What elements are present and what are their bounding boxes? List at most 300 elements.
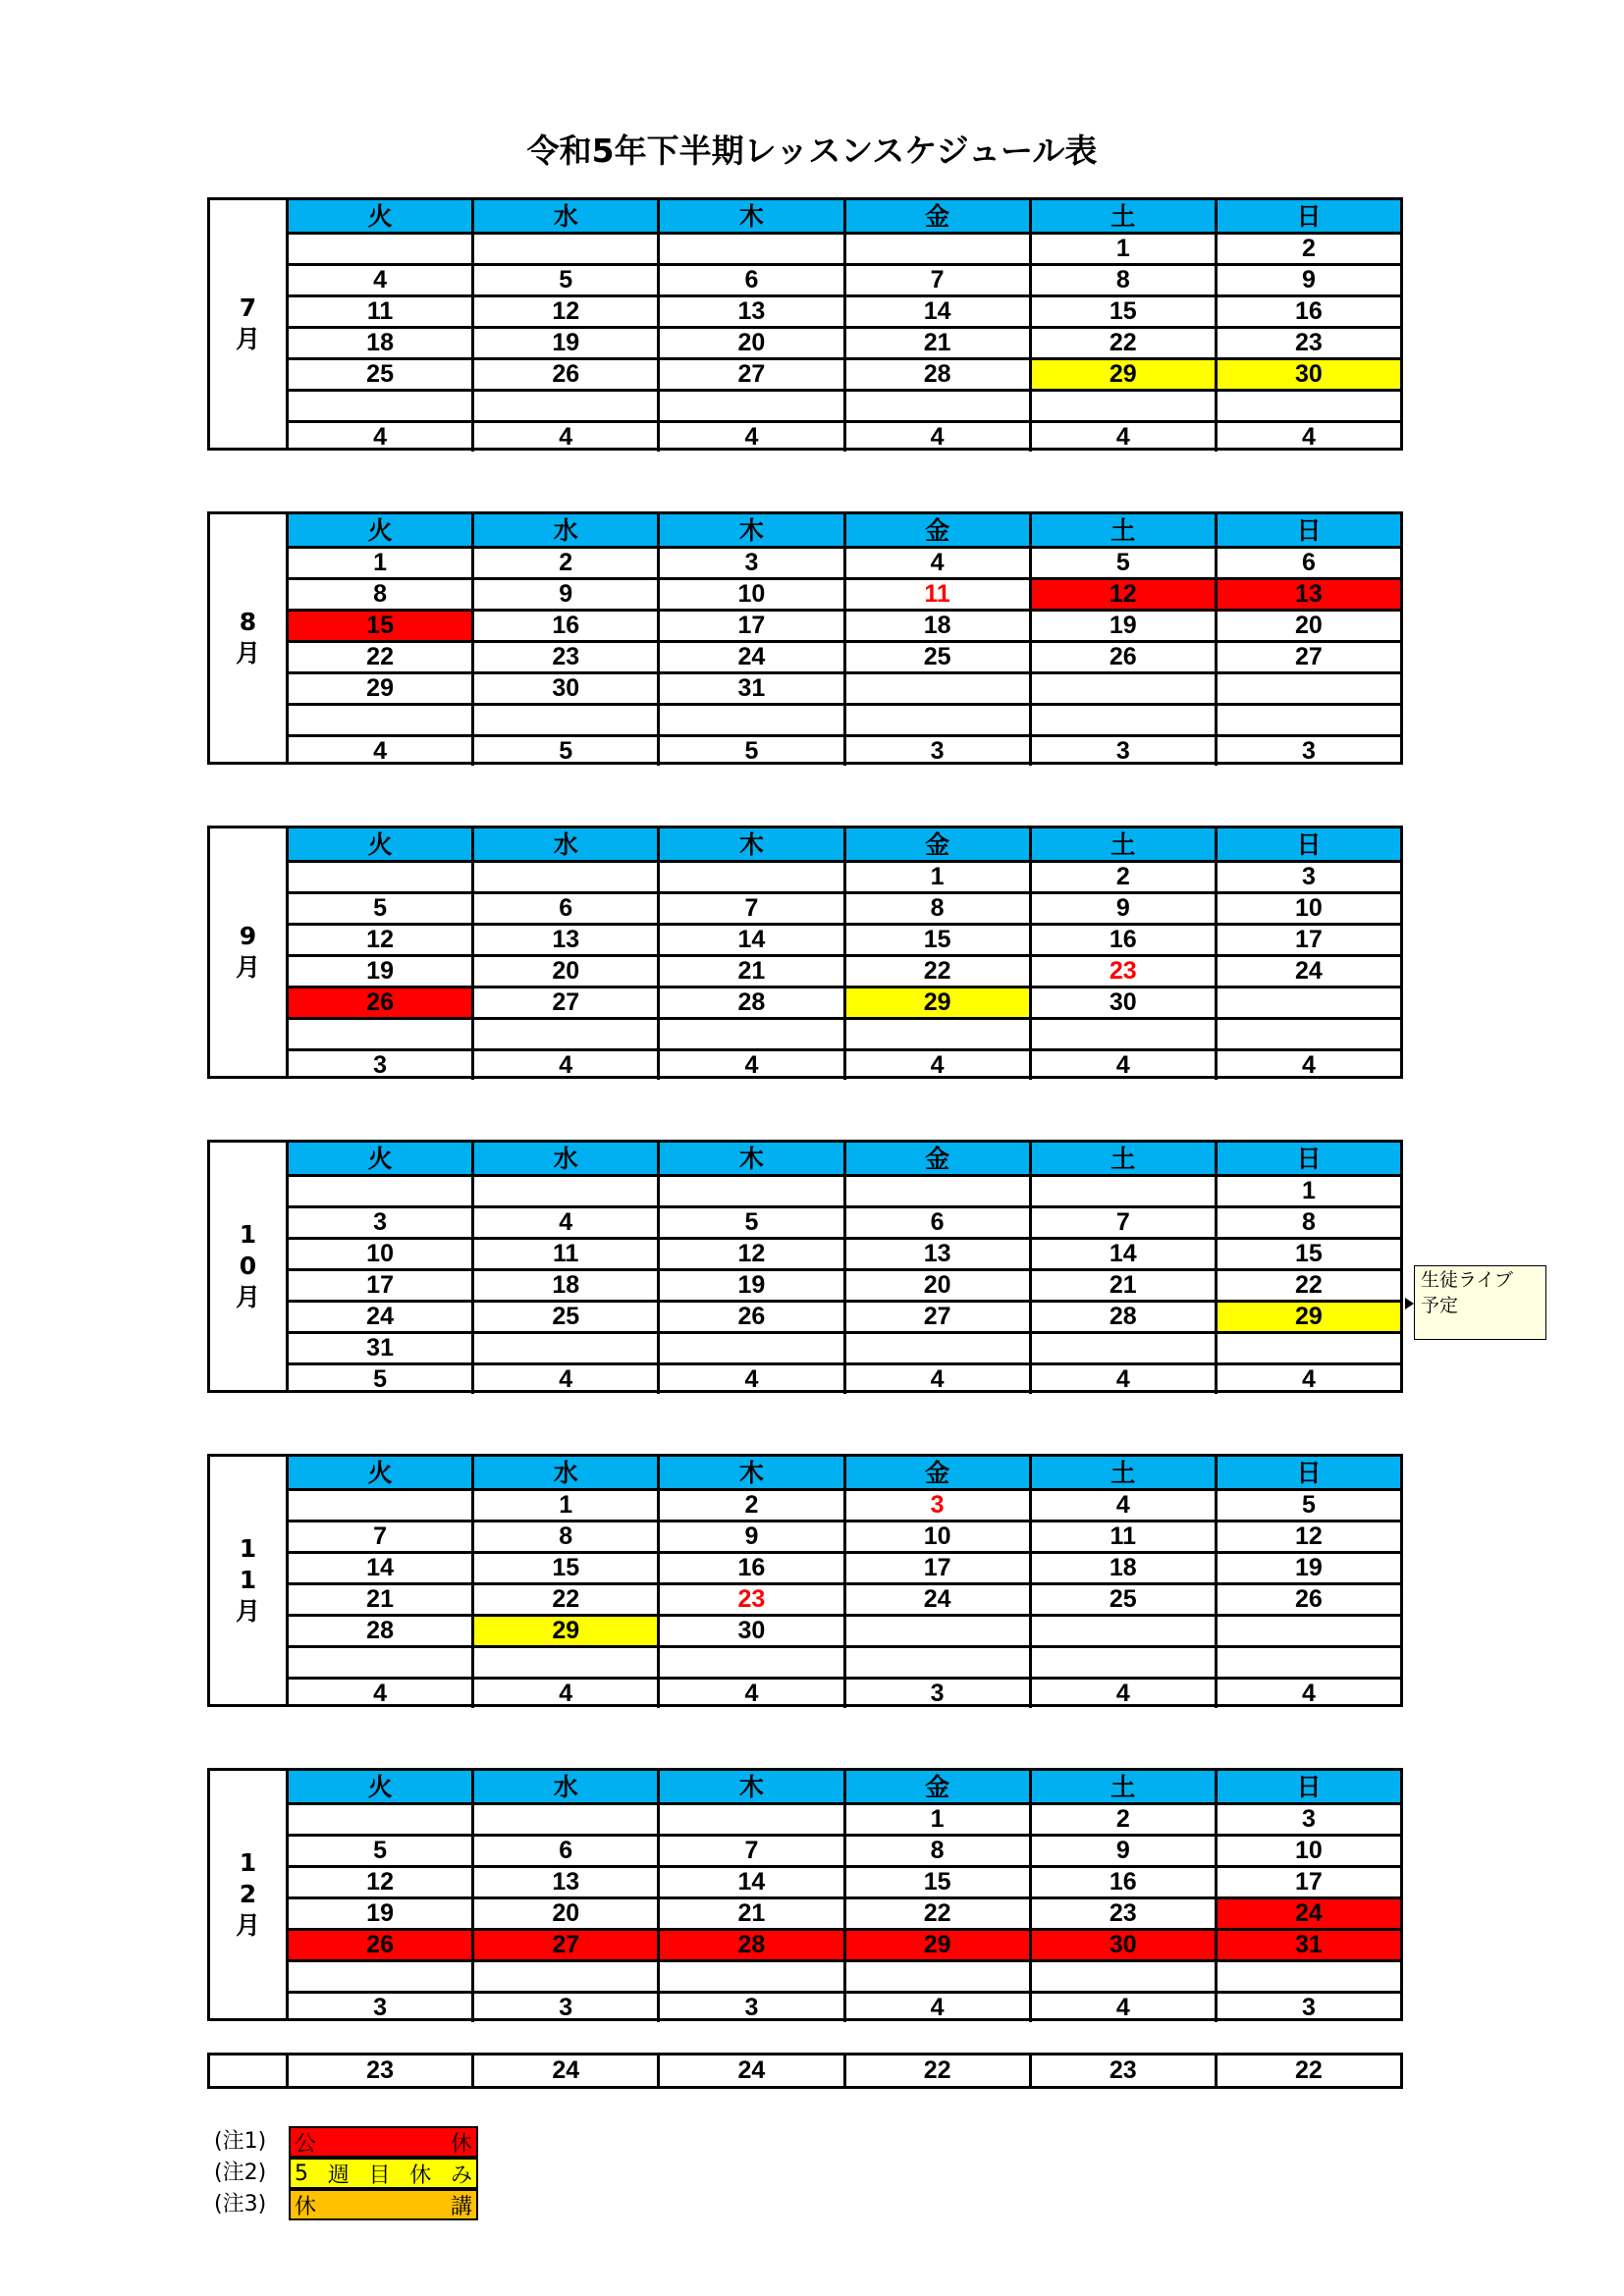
weekday-header-thu: 木 [657,1771,842,1802]
month-label-char: 1 [239,1848,257,1877]
date-cell: 13 [471,1868,657,1896]
month-label-char: 月 [235,1597,260,1626]
week-row [289,577,1400,609]
weekday-header-sun: 日 [1215,1457,1400,1488]
legend-label: (注1) [214,2129,267,2154]
date-cell [657,706,842,734]
month-label [210,828,289,1076]
date-cell [1215,674,1400,703]
date-cell: 15 [1029,297,1215,326]
month-label-char: 1 [239,1220,257,1249]
weekday-header-fri: 金 [843,828,1029,860]
date-cell: 29 [471,1617,657,1645]
lesson-count-cell: 4 [471,1365,657,1394]
date-cell: 19 [657,1271,842,1300]
date-cell [471,1962,657,1991]
month-grid [289,828,1400,1079]
date-cell: 28 [657,1931,842,1959]
weekday-header-row [289,1143,1400,1174]
week-row [289,1614,1400,1645]
weekday-header-sat: 土 [1029,828,1215,860]
date-cell [1029,1177,1215,1205]
date-cell: 9 [1029,894,1215,923]
weekday-header-sun: 日 [1215,200,1400,232]
week-row [289,923,1400,954]
lesson-count-cell: 4 [843,1994,1029,2022]
legend-text: 目 [368,2163,391,2188]
lesson-count-row [289,1677,1400,1708]
date-cell: 3 [1215,863,1400,891]
date-cell: 25 [1029,1585,1215,1614]
date-cell: 23 [1029,957,1215,986]
date-cell: 16 [471,612,657,640]
month-label-char: 月 [235,1911,260,1940]
weekday-header-sun: 日 [1215,514,1400,546]
date-cell: 17 [657,612,842,640]
lesson-count-cell: 4 [1029,1051,1215,1080]
month-label-char: 7 [239,294,257,322]
month-label [210,1143,289,1390]
date-cell: 27 [471,988,657,1017]
weekday-header-tue: 火 [289,1143,471,1174]
month-grid [289,1457,1400,1707]
date-cell: 18 [1029,1554,1215,1582]
month-table [207,1768,1403,2021]
lesson-count-cell: 3 [1215,737,1400,766]
date-cell [657,1962,842,1991]
week-row [289,609,1400,640]
date-cell: 7 [373,1522,388,1550]
lesson-count-row [289,1362,1400,1394]
weekday-header-sat: 土 [1029,1457,1215,1488]
date-cell: 3 [843,1491,1029,1520]
month-label [210,1457,289,1704]
weekday-header-wed: 水 [471,1457,657,1488]
date-cell: 2 [1029,863,1215,891]
date-cell [471,1334,657,1362]
date-cell: 11 [366,297,394,325]
date-cell: 23 [1215,329,1400,357]
date-cell: 18 [843,612,1029,640]
comment-pointer [1405,1298,1414,1309]
date-cell: 12 [471,297,657,326]
date-cell [1215,1617,1400,1645]
date-cell: 8 [843,1837,1029,1865]
date-cell: 22 [471,1585,657,1614]
month-label-char: 2 [239,1880,257,1908]
date-cell [471,1177,657,1205]
date-cell: 13 [1215,580,1400,609]
date-cell: 24 [1215,957,1400,986]
month-table [207,197,1403,451]
date-cell [1029,1962,1215,1991]
date-cell: 3 [657,549,842,577]
date-cell: 4 [1029,1491,1215,1520]
date-cell: 15 [471,1554,657,1582]
date-cell: 27 [843,1303,1029,1331]
date-cell: 14 [366,1554,394,1581]
month-table [207,511,1403,765]
date-cell: 28 [843,360,1029,389]
date-cell: 26 [471,360,657,389]
date-cell: 7 [657,1837,842,1865]
legend-swatch [289,2158,478,2189]
date-cell: 31 [366,1334,394,1362]
lesson-count-row [289,734,1400,766]
date-cell: 13 [471,926,657,954]
date-cell: 11 [471,1240,657,1268]
date-cell: 25 [843,643,1029,671]
date-cell: 17 [366,1271,394,1299]
weekday-header-thu: 木 [657,200,842,232]
date-cell: 8 [373,580,388,608]
date-cell: 10 [657,580,842,609]
date-cell: 1 [843,863,1029,891]
month-label [210,514,289,762]
date-cell: 2 [471,549,657,577]
weekday-header-sat: 土 [1029,1771,1215,1802]
date-cell: 1 [843,1805,1029,1834]
date-cell: 31 [657,674,842,703]
date-cell: 5 [1029,549,1215,577]
weekday-header-sun: 日 [1215,1771,1400,1802]
lesson-count-cell: 5 [657,737,842,766]
date-cell [289,1962,471,1991]
date-cell: 17 [1215,926,1400,954]
date-cell: 14 [1029,1240,1215,1268]
lesson-count-cell: 3 [843,737,1029,766]
legend-text: 週 [327,2163,350,2188]
date-cell: 15 [843,1868,1029,1896]
week-row [289,1928,1400,1959]
comment-line: 生徒ライブ [1421,1269,1513,1291]
date-cell: 5 [373,894,388,922]
lesson-count-cell: 4 [373,423,388,451]
date-cell: 20 [843,1271,1029,1300]
date-cell: 19 [366,1899,394,1927]
date-cell: 22 [843,957,1029,986]
date-cell: 31 [1215,1931,1400,1959]
date-cell: 10 [1215,894,1400,923]
date-cell [1029,392,1215,420]
date-cell: 29 [843,1931,1029,1959]
week-row [289,1205,1400,1237]
legend-text: 休 [409,2163,432,2188]
lesson-count-cell: 4 [1215,423,1400,452]
lesson-count-cell: 4 [1029,1994,1215,2022]
total-cell-sun: 22 [1215,2056,1400,2086]
date-cell: 8 [843,894,1029,923]
date-cell: 24 [657,643,842,671]
legend-label: (注3) [214,2192,267,2216]
lesson-count-cell: 3 [657,1994,842,2022]
date-cell: 7 [843,266,1029,294]
week-row [289,1300,1400,1331]
weekday-header-tue: 火 [289,514,471,546]
date-cell: 6 [471,894,657,923]
date-cell: 7 [1029,1208,1215,1237]
week-row [289,1834,1400,1865]
weekday-header-thu: 木 [657,1143,842,1174]
week-row [289,1488,1400,1520]
comment-note[interactable] [1414,1265,1546,1340]
week-row [289,1520,1400,1551]
date-cell: 21 [843,329,1029,357]
lesson-count-cell: 4 [373,1680,388,1707]
date-cell: 20 [471,957,657,986]
date-cell: 29 [1215,1303,1400,1331]
date-cell [1029,1617,1215,1645]
weekday-header-tue: 火 [289,1771,471,1802]
lesson-count-cell: 4 [1215,1365,1400,1394]
lesson-count-cell: 4 [1029,1365,1215,1394]
date-cell: 10 [843,1522,1029,1551]
date-cell: 12 [366,1868,394,1896]
date-cell: 12 [1215,1522,1400,1551]
week-row [289,1865,1400,1896]
date-cell [1215,1334,1400,1362]
date-cell: 26 [1029,643,1215,671]
date-cell [843,1648,1029,1677]
weekday-header-row [289,514,1400,546]
week-row [289,294,1400,326]
date-cell: 4 [843,549,1029,577]
week-row [289,986,1400,1017]
date-cell: 25 [366,360,394,388]
month-table [207,1140,1403,1393]
total-cell-wed: 24 [471,2056,657,2086]
date-cell [1215,1020,1400,1048]
date-cell: 15 [843,926,1029,954]
lesson-count-cell: 3 [471,1994,657,2022]
date-cell: 14 [657,926,842,954]
lesson-count-cell: 5 [373,1365,388,1393]
date-cell [471,1020,657,1048]
date-cell: 30 [657,1617,842,1645]
date-cell [289,1491,471,1520]
date-cell [1029,706,1215,734]
date-cell: 4 [373,266,388,294]
week-row [289,1551,1400,1582]
date-cell: 18 [366,329,394,356]
total-cell-thu: 24 [657,2056,842,2086]
date-cell: 15 [1215,1240,1400,1268]
week-row [289,640,1400,671]
lesson-count-cell: 4 [1029,423,1215,452]
date-cell: 5 [1215,1491,1400,1520]
week-row [289,860,1400,891]
week-row [289,1802,1400,1834]
date-cell: 18 [471,1271,657,1300]
date-cell: 24 [366,1303,394,1330]
lesson-count-row [289,1048,1400,1080]
week-row [289,954,1400,986]
date-cell: 13 [657,297,842,326]
lesson-count-cell: 3 [1215,1994,1400,2022]
weekday-header-wed: 水 [471,200,657,232]
weekday-header-sun: 日 [1215,828,1400,860]
month-table [207,1454,1403,1707]
weekday-header-row [289,1457,1400,1488]
date-cell: 29 [843,988,1029,1017]
weekday-header-fri: 金 [843,1143,1029,1174]
date-cell: 30 [1215,360,1400,389]
week-row [289,1645,1400,1677]
month-label-char: 9 [239,922,257,950]
date-cell: 2 [1029,1805,1215,1834]
date-cell [289,863,471,891]
lesson-count-cell: 4 [471,1051,657,1080]
date-cell: 6 [471,1837,657,1865]
date-cell [657,1177,842,1205]
date-cell: 1 [1215,1177,1400,1205]
date-cell: 6 [657,266,842,294]
date-cell [1215,706,1400,734]
date-cell: 2 [657,1491,842,1520]
date-cell: 9 [1215,266,1400,294]
date-cell: 24 [1215,1899,1400,1928]
date-cell: 8 [1215,1208,1400,1237]
total-cell-fri: 22 [843,2056,1029,2086]
date-cell [657,1020,842,1048]
weekday-header-row [289,200,1400,232]
legend-text: み [450,2163,472,2188]
lesson-count-cell: 4 [1029,1680,1215,1708]
weekday-header-fri: 金 [843,200,1029,232]
date-cell [657,235,842,263]
date-cell: 7 [657,894,842,923]
date-cell [1029,1648,1215,1677]
week-row [289,232,1400,263]
date-cell: 12 [657,1240,842,1268]
date-cell: 1 [373,549,388,576]
date-cell: 9 [657,1522,842,1551]
date-cell: 20 [1215,612,1400,640]
date-cell [289,1177,471,1205]
date-cell: 4 [471,1208,657,1237]
lesson-count-cell: 4 [471,423,657,452]
date-cell: 10 [1215,1837,1400,1865]
date-cell [471,235,657,263]
lesson-count-row [289,1991,1400,2022]
date-cell: 26 [289,1931,471,1959]
date-cell: 22 [366,643,394,670]
date-cell [289,235,471,263]
month-label-char: 月 [235,325,260,353]
month-label-char: 月 [235,639,260,667]
month-label [210,1771,289,2018]
lesson-count-cell: 3 [373,1994,388,2021]
date-cell: 30 [1029,1931,1215,1959]
date-cell: 5 [657,1208,842,1237]
date-cell: 26 [289,988,471,1017]
weekday-header-sat: 土 [1029,200,1215,232]
date-cell: 12 [1029,580,1215,609]
legend-swatch [289,2126,478,2158]
date-cell: 21 [657,1899,842,1928]
date-cell: 1 [471,1491,657,1520]
month-grid [289,1143,1400,1393]
lesson-count-cell: 4 [843,1051,1029,1080]
weekday-header-wed: 水 [471,1771,657,1802]
month-label-char: 8 [239,608,257,636]
month-table [207,826,1403,1079]
legend-text: 5 [295,2161,308,2186]
date-cell: 8 [471,1522,657,1551]
date-cell: 5 [373,1837,388,1864]
date-cell: 15 [289,612,471,640]
week-row [289,1237,1400,1268]
date-cell [1215,988,1400,1017]
date-cell [843,1020,1029,1048]
date-cell: 22 [1215,1271,1400,1300]
week-row [289,703,1400,734]
date-cell: 23 [657,1585,842,1614]
date-cell [1215,1962,1400,1991]
date-cell: 21 [1029,1271,1215,1300]
date-cell: 20 [657,329,842,357]
date-cell: 3 [1215,1805,1400,1834]
date-cell: 23 [1029,1899,1215,1928]
date-cell: 8 [1029,266,1215,294]
date-cell [843,1334,1029,1362]
week-row [289,389,1400,420]
weekday-header-thu: 木 [657,1457,842,1488]
date-cell: 9 [471,580,657,609]
month-label-char: 1 [239,1566,257,1594]
weekday-header-wed: 水 [471,828,657,860]
legend-text: 休 [295,2194,317,2219]
week-row [289,1331,1400,1362]
date-cell: 3 [373,1208,388,1236]
legend-label: (注2) [214,2161,267,2185]
month-label [210,200,289,448]
date-cell: 21 [366,1585,394,1613]
week-row [289,263,1400,294]
weekday-header-row [289,1771,1400,1802]
date-cell: 2 [1215,235,1400,263]
month-grid [289,1771,1400,2021]
lesson-count-cell: 4 [657,1680,842,1708]
month-label-char: 月 [235,953,260,982]
weekday-header-thu: 木 [657,514,842,546]
month-grid [289,514,1400,765]
lesson-count-cell: 4 [657,1365,842,1394]
date-cell: 11 [843,580,1029,609]
month-label-char: 1 [239,1534,257,1563]
weekday-header-wed: 水 [471,1143,657,1174]
lesson-count-cell: 4 [1215,1680,1400,1708]
date-cell: 16 [1215,297,1400,326]
weekday-header-wed: 水 [471,514,657,546]
date-cell: 9 [1029,1837,1215,1865]
lesson-count-cell: 3 [373,1051,388,1079]
date-cell: 22 [1029,329,1215,357]
lesson-count-cell: 4 [1215,1051,1400,1080]
lesson-count-cell: 4 [471,1680,657,1708]
date-cell: 28 [366,1617,394,1644]
week-row [289,1896,1400,1928]
date-cell: 17 [843,1554,1029,1582]
week-row [289,671,1400,703]
week-row [289,357,1400,389]
date-cell [843,392,1029,420]
date-cell [1215,392,1400,420]
date-cell [1029,1020,1215,1048]
date-cell [1029,1334,1215,1362]
date-cell: 13 [843,1240,1029,1268]
date-cell [471,863,657,891]
